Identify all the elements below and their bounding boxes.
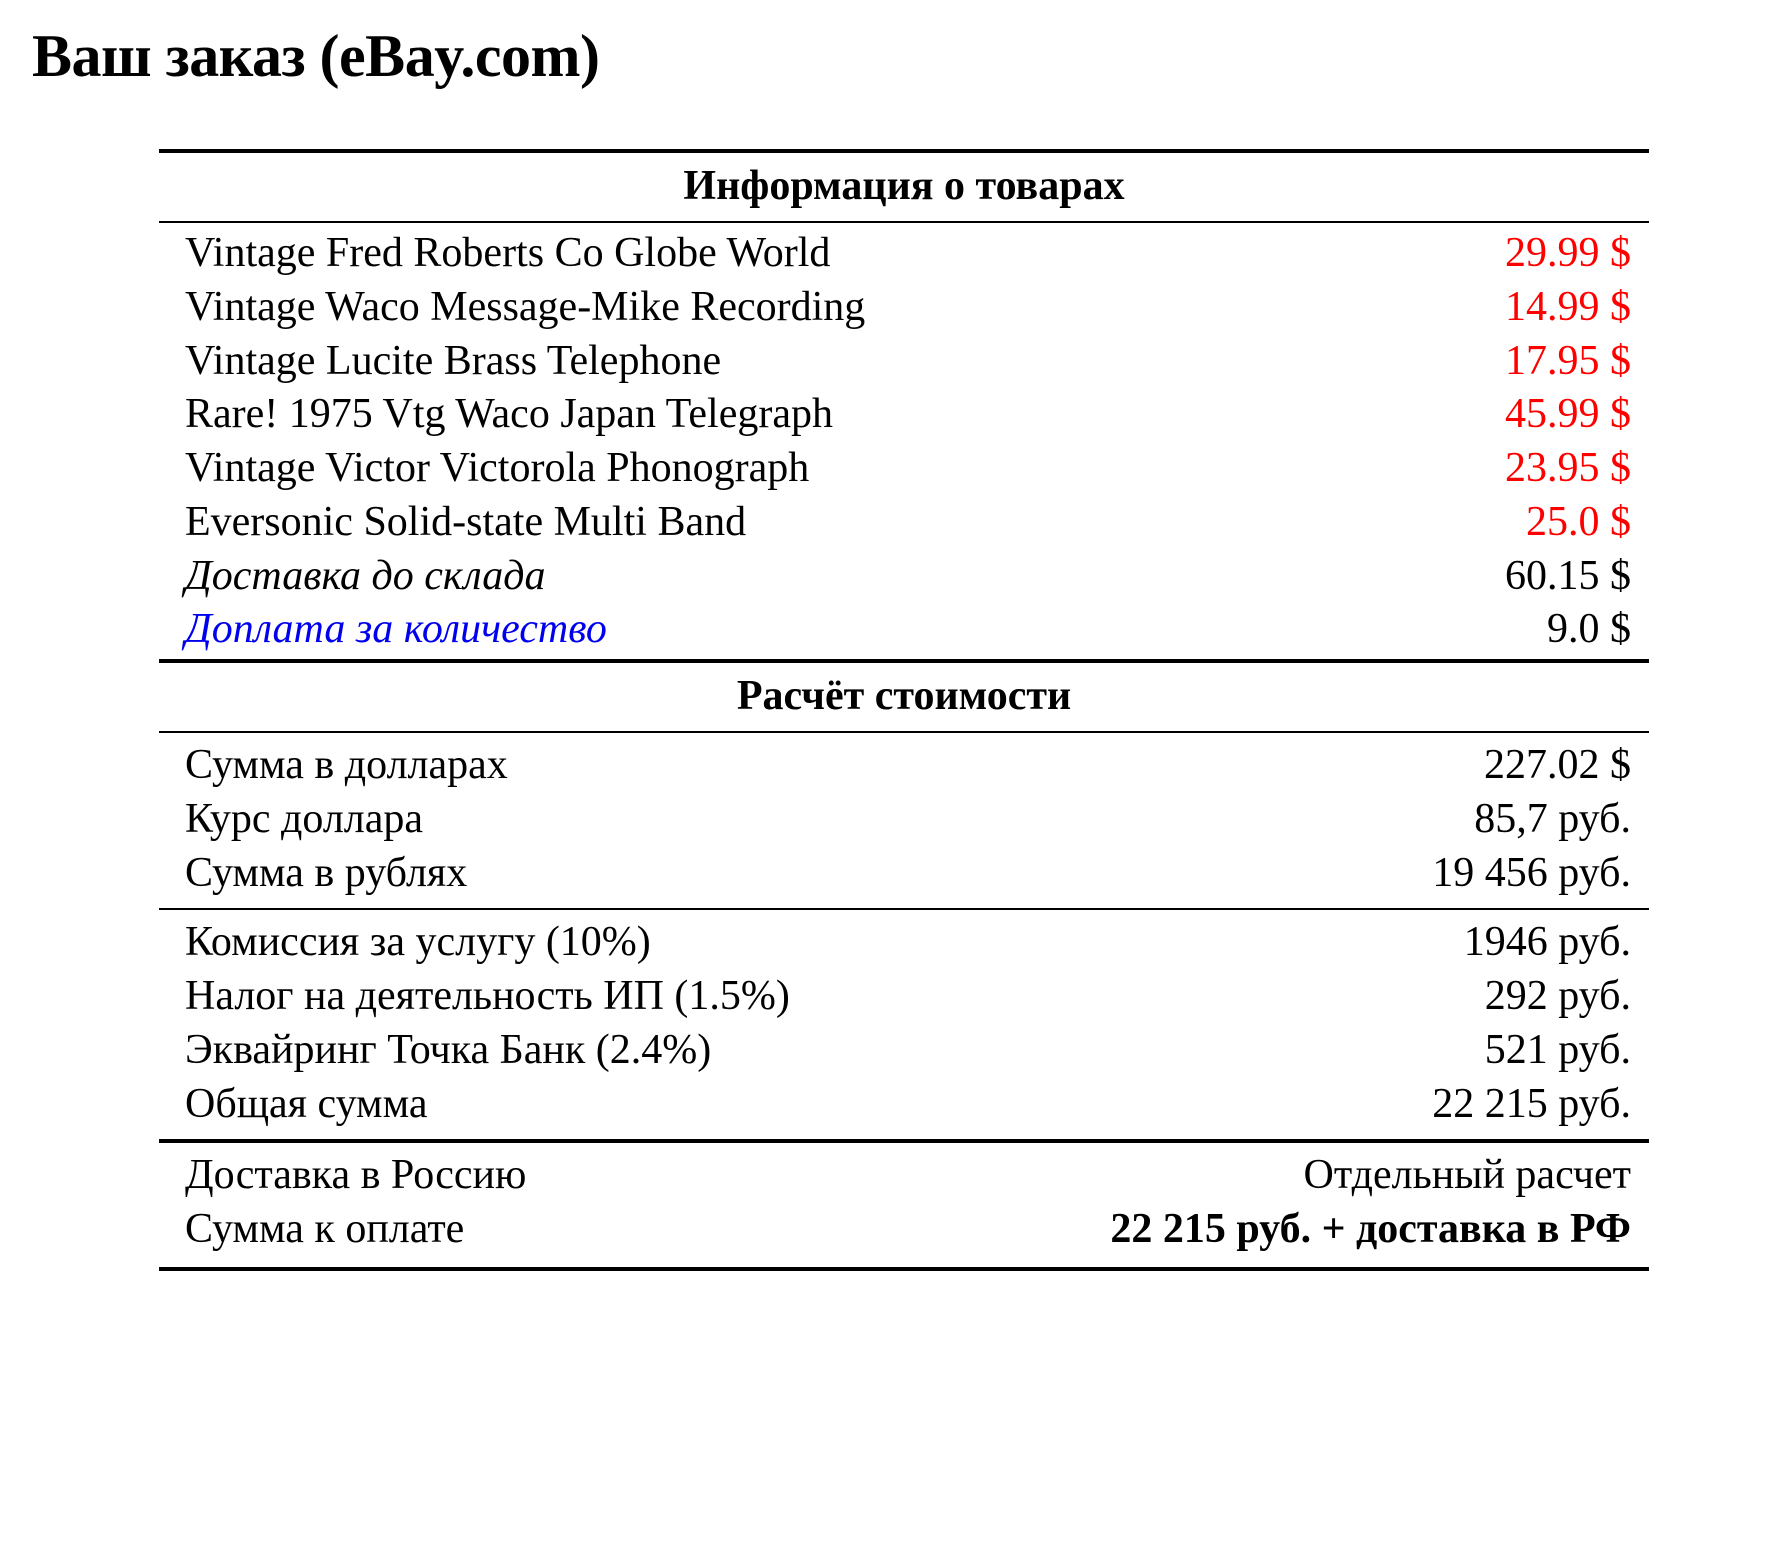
calc-label: Комиссия за услугу (10%) — [185, 919, 651, 966]
table-row — [159, 388, 1649, 442]
item-label: Доставка до склада — [185, 552, 546, 599]
calc-value: 292 руб. — [1484, 973, 1631, 1019]
items-list — [159, 223, 1649, 659]
table-row-amount-due — [159, 1203, 1649, 1257]
table-row — [159, 739, 1649, 793]
item-price: 17.95 $ — [1505, 337, 1631, 384]
calc-label: Доставка в Россию — [185, 1152, 527, 1199]
item-label: Доплата за количество — [185, 606, 607, 653]
item-price: 60.15 $ — [1505, 552, 1631, 599]
calc-value: 1946 руб. — [1463, 919, 1631, 966]
calc-label: Налог на деятельность ИП (1.5%) — [185, 973, 790, 1019]
calc-group-final — [159, 1143, 1649, 1267]
item-label: Eversonic Solid-state Multi Band — [185, 498, 747, 545]
calc-value: 19 456 руб. — [1432, 849, 1631, 896]
table-row — [159, 1024, 1649, 1078]
item-label: Vintage Lucite Brass Telephone — [185, 337, 722, 384]
item-label: Vintage Waco Message-Mike Recording — [185, 283, 866, 330]
table-row — [159, 227, 1649, 281]
item-price: 29.99 $ — [1505, 230, 1631, 276]
calc-value: 227.02 $ — [1484, 742, 1631, 788]
table-row — [159, 916, 1649, 970]
calc-value: 22 215 руб. + доставка в РФ — [1110, 1206, 1631, 1252]
order-table — [159, 149, 1649, 1271]
item-label: Vintage Fred Roberts Co Globe World — [185, 230, 831, 276]
item-price: 45.99 $ — [1505, 391, 1631, 438]
divider-bottom — [159, 1267, 1649, 1271]
table-row — [159, 793, 1649, 847]
calc-value: 521 руб. — [1484, 1026, 1631, 1073]
table-row — [159, 496, 1649, 550]
calc-value: Отдельный расчет — [1303, 1152, 1631, 1199]
calc-section-heading: Расчёт стоимости — [736, 673, 1072, 719]
item-price: 9.0 $ — [1547, 606, 1631, 653]
calc-value: 22 215 руб. — [1432, 1080, 1631, 1127]
item-label: Vintage Victor Victorola Phonograph — [185, 445, 810, 491]
table-row-total — [159, 1078, 1649, 1132]
page-title: Ваш заказ (eBay.com) — [32, 23, 600, 89]
table-row — [159, 281, 1649, 335]
table-row-quantity-surcharge — [159, 603, 1649, 657]
item-price: 23.95 $ — [1505, 445, 1631, 491]
item-price: 14.99 $ — [1505, 283, 1631, 330]
item-label: Rare! 1975 Vtg Waco Japan Telegraph — [185, 391, 833, 438]
table-row — [159, 970, 1649, 1024]
calc-label: Сумма к оплате — [185, 1206, 465, 1252]
table-row — [159, 847, 1649, 901]
calc-group-conversion — [159, 733, 1649, 908]
table-row-shipping-to-warehouse — [159, 550, 1649, 604]
calc-group-fees — [159, 910, 1649, 1139]
calc-label: Общая сумма — [185, 1080, 428, 1127]
calc-label: Курс доллара — [185, 795, 424, 842]
table-row — [159, 335, 1649, 389]
calc-value: 85,7 руб. — [1474, 795, 1631, 842]
calc-label: Сумма в долларах — [185, 742, 508, 788]
table-row-delivery-russia — [159, 1149, 1649, 1203]
table-row — [159, 442, 1649, 496]
calc-label: Сумма в рублях — [185, 849, 468, 896]
calc-label: Эквайринг Точка Банк (2.4%) — [185, 1026, 712, 1073]
items-section-heading: Информация о товарах — [683, 163, 1125, 209]
item-price: 25.0 $ — [1526, 498, 1631, 545]
